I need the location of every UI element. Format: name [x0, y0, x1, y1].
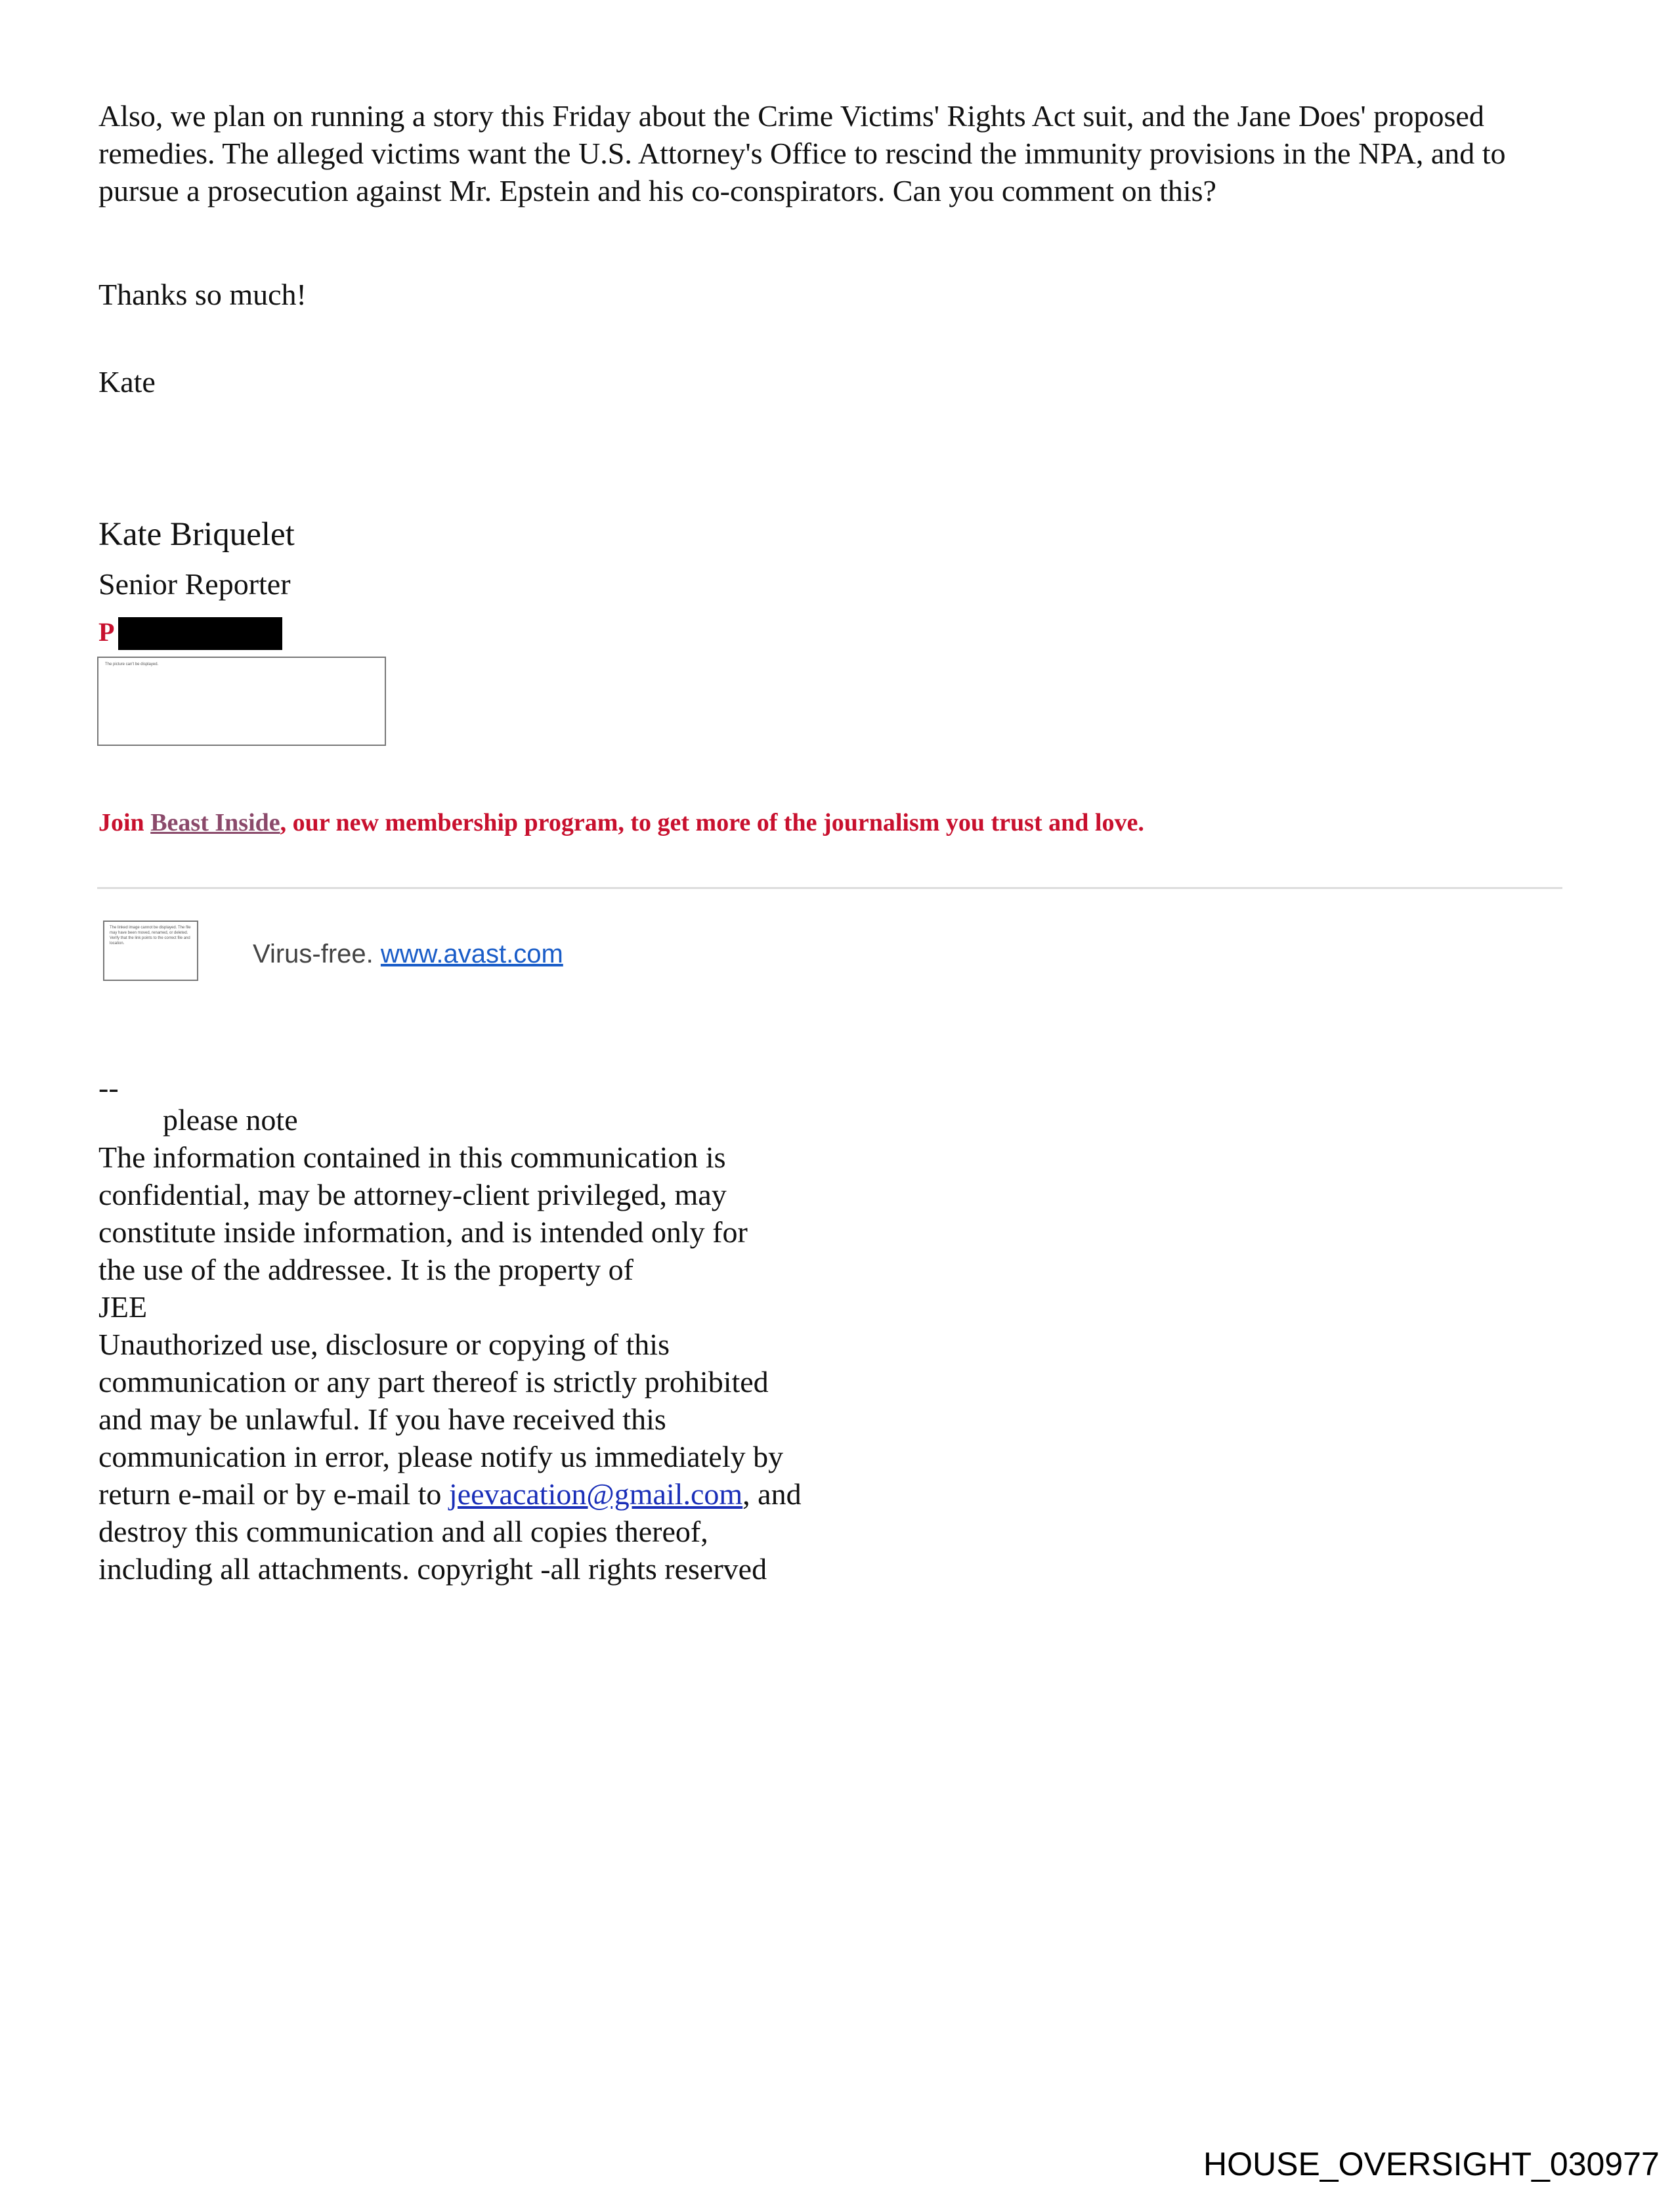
disclaimer-block	[98, 1139, 802, 1588]
disclaimer-line: Unauthorized use, disclosure or copying of this	[98, 1328, 670, 1361]
join-prefix: Join	[98, 809, 151, 836]
disclaimer-line: constitute inside information, and is intended only for	[98, 1215, 748, 1249]
avast-line	[253, 938, 563, 970]
disclaimer-line: communication or any part thereof is strictly prohibited	[98, 1365, 769, 1399]
avast-link[interactable]: www.avast.com	[380, 940, 563, 968]
signature-phone-label: P	[98, 617, 115, 647]
virus-free-label: Virus-free.	[253, 940, 374, 968]
disclaimer-line: and may be unlawful. If you have received this	[98, 1402, 666, 1436]
email-line-prefix: return e-mail or by e-mail to	[98, 1477, 449, 1511]
membership-promo	[98, 806, 1144, 839]
email-line-suffix: , and	[742, 1477, 802, 1511]
signoff: Kate	[98, 365, 156, 399]
signature-title: Senior Reporter	[98, 567, 291, 601]
disclaimer-line: including all attachments. copyright -all rights reserved	[98, 1552, 767, 1586]
bates-number: HOUSE_OVERSIGHT_030977	[1203, 2146, 1660, 2182]
disclaimer-line: JEE	[98, 1290, 148, 1324]
redaction-box	[118, 617, 282, 650]
broken-image-placeholder	[97, 657, 386, 746]
email-paragraph: Also, we plan on running a story this Friday about the Crime Victims' Rights Act suit, and the Jane Does' proposed remedies. The alleged victims want the U.S. Attorney's Office to rescind the immunity provisions in the NPA, and to pursue a prosecution against Mr. Epstein and his co-conspirators. Can you comment on this?	[98, 99, 1506, 207]
avast-image-placeholder	[103, 921, 198, 981]
disclaimer-line: communication in error, please notify us immediately by	[98, 1440, 784, 1473]
disclaimer-line: The information contained in this communication is	[98, 1140, 726, 1174]
disclaimer-line: destroy this communication and all copies thereof,	[98, 1515, 708, 1548]
join-suffix: , our new membership program, to get more of the journalism you trust and love.	[280, 809, 1144, 836]
disclaimer-email-line	[98, 1475, 802, 1513]
disclaimer-line: the use of the addressee. It is the property of	[98, 1253, 633, 1286]
beast-inside-link[interactable]: Beast Inside	[150, 809, 280, 836]
signature-separator: --	[98, 1071, 119, 1104]
avast-image-text: The linked image cannot be displayed. The file may have been moved, renamed, or deleted. Verify that the link points to the correct file and location.	[110, 926, 191, 945]
signature-name: Kate Briquelet	[98, 516, 295, 553]
divider	[97, 887, 1562, 889]
disclaimer-heading: please note	[163, 1103, 298, 1137]
jeevacation-email-link[interactable]: jeevacation@gmail.com	[448, 1477, 743, 1511]
broken-image-text: The picture can't be displayed.	[105, 662, 159, 666]
thanks-line: Thanks so much!	[98, 278, 307, 311]
disclaimer-line: confidential, may be attorney-client privileged, may	[98, 1178, 727, 1211]
